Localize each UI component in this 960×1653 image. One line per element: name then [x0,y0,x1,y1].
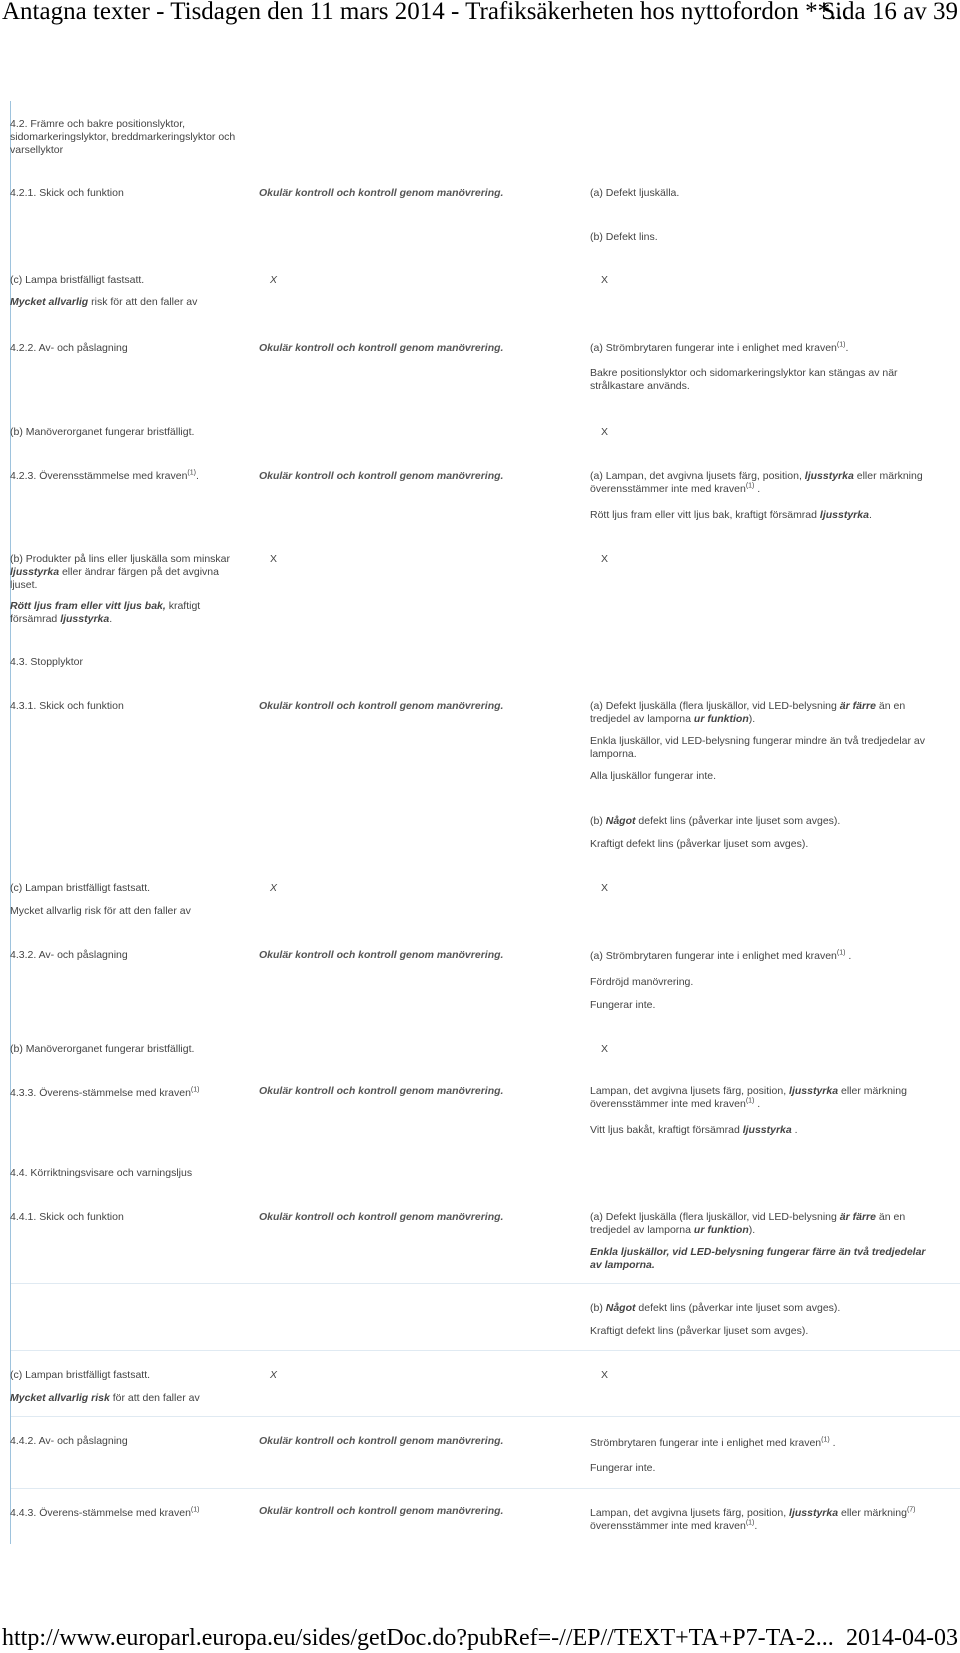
defect-text: (a) Lampan, det avgivna ljusets färg, position, ljusstyrka eller märkning överensstämmer inte med kraven$^{(1)}$ . [590,470,923,495]
defect-text: (c) Lampan bristfälligt fastsatt. [10,1369,151,1381]
print-footer [0,1625,960,1653]
severity-note: Mycket allvarlig risk för att den faller av [10,1392,200,1404]
defect-text: (b) Manöverorganet fungerar bristfälligt. [10,1043,195,1055]
mark-x: X [601,882,609,894]
defect-text: (b) Något defekt lins (påverkar inte ljuset som avges). [590,815,841,827]
print-header [0,0,960,30]
item-label: 4.4.2. Av- och påslagning [10,1435,128,1447]
section-heading: 4.3. Stopplyktor [10,656,83,668]
mark-x: X [601,1369,609,1381]
row-divider [11,1283,960,1284]
inspection-method: Okulär kontroll och kontroll genom manövrering. [259,1211,504,1223]
defect-text: Enkla ljuskällor, vid LED-belysning fungerar mindre än två tredjedelar av lamporna. [590,735,926,760]
inspection-method: Okulär kontroll och kontroll genom manövrering. [259,470,504,482]
item-label: 4.2.3. Överensstämmelse med kraven$^{(1)}$. [10,469,199,482]
defect-text: Kraftigt defekt lins (påverkar ljuset som avges). [590,1325,809,1337]
section-heading: 4.4. Körriktningsvisare och varningsljus [10,1167,193,1179]
defect-text: Lampan, det avgivna ljusets färg, position, ljusstyrka eller märkning överensstämmer inte med kraven$^{(1)}$ . [590,1085,907,1110]
item-label: 4.4.1. Skick och funktion [10,1211,124,1223]
item-label: 4.4.3. Överens-stämmelse med kraven$^{(1)}$ [10,1506,200,1519]
row-divider [11,1416,960,1417]
defect-text: Enkla ljuskällor, vid LED-belysning fungerar färre än två tredjedelar av lamporna. [590,1246,926,1271]
inspection-method: Okulär kontroll och kontroll genom manövrering. [259,949,504,961]
defect-text: (a) Defekt ljuskälla (flera ljuskällor, vid LED-belysning är färre än en tredjedel av lamporna ur funktion). [590,700,906,725]
mark-x: X [601,426,609,438]
defect-text: (a) Defekt ljuskälla. [590,187,680,199]
item-label: 4.3.2. Av- och påslagning [10,949,128,961]
row-divider [11,1488,960,1489]
defect-text: (a) Strömbrytaren fungerar inte i enlighet med kraven$^{(1)}$ . [590,949,852,962]
mark-x: X [270,274,278,286]
defect-text: Rött ljus fram eller vitt ljus bak, kraftigt försämrad ljusstyrka. [590,509,872,521]
mark-x: X [601,553,609,565]
item-label: 4.2.1. Skick och funktion [10,187,124,199]
defect-text: (b) Produkter på lins eller ljuskälla som minskar ljusstyrka eller ändrar färgen på det avgivna ljuset. [10,553,230,591]
inspection-method: Okulär kontroll och kontroll genom manövrering. [259,1435,504,1447]
defect-text: Bakre positionslyktor och sidomarkeringslyktor kan stängas av när strålkastare används. [590,367,898,392]
item-label: 4.3.1. Skick och funktion [10,700,124,712]
inspection-method: Okulär kontroll och kontroll genom manövrering. [259,342,504,354]
mark-x: X [270,1369,278,1381]
defect-text: Vitt ljus bakåt, kraftigt försämrad ljusstyrka . [590,1124,798,1136]
defect-text: Fungerar inte. [590,999,656,1011]
defect-text: Alla ljuskällor fungerar inte. [590,770,717,782]
defect-text: (a) Defekt ljuskälla (flera ljuskällor, vid LED-belysning är färre än en tredjedel av lamporna ur funktion). [590,1211,906,1236]
defect-text: (c) Lampa bristfälligt fastsatt. [10,274,145,286]
defect-text: Fördröjd manövrering. [590,976,694,988]
defect-text: (a) Strömbrytaren fungerar inte i enlighet med kraven$^{(1)}$. [590,341,849,354]
inspection-method: Okulär kontroll och kontroll genom manövrering. [259,1505,504,1517]
section-heading: 4.2. Främre och bakre positionslyktor, sidomarkeringslyktor, breddmarkeringslyktor och varsellyktor [10,118,236,156]
table-left-border [10,101,11,1544]
defect-text: Fungerar inte. [590,1462,656,1474]
inspection-method: Okulär kontroll och kontroll genom manövrering. [259,700,504,712]
document-title: Antagna texter - Tisdagen den 11 mars 2014 - Trafiksäkerheten hos nyttofordon **... [2,0,849,25]
defect-text: (b) Manöverorganet fungerar bristfälligt. [10,426,195,438]
defect-text: Kraftigt defekt lins (påverkar ljuset som avges). [590,838,809,850]
defect-text: (b) Defekt lins. [590,231,658,243]
defect-text: Strömbrytaren fungerar inte i enlighet med kraven$^{(1)}$ . [590,1436,836,1449]
inspection-method: Okulär kontroll och kontroll genom manövrering. [259,187,504,199]
defect-text: Lampan, det avgivna ljusets färg, position, ljusstyrka eller märkning$^{(7)}$ överensstämmer inte med kraven$^{(1)}$. [590,1506,916,1532]
mark-x: X [270,882,278,894]
inspection-method: Okulär kontroll och kontroll genom manövrering. [259,1085,504,1097]
severity-note: Rött ljus fram eller vitt ljus bak, kraftigt försämrad ljusstyrka. [10,600,201,625]
print-date: 2014-04-03 [846,1625,958,1651]
mark-x: X [601,1043,609,1055]
severity-note: Mycket allvarlig risk för att den faller av [10,296,198,308]
defect-text: (c) Lampan bristfälligt fastsatt. [10,882,151,894]
row-divider [11,1350,960,1351]
defect-text: (b) Något defekt lins (påverkar inte ljuset som avges). [590,1302,841,1314]
mark-x: X [270,553,278,565]
page-url: http://www.europarl.europa.eu/sides/getDoc.do?pubRef=-//EP//TEXT+TA+P7-TA-2... [2,1625,834,1651]
item-label: 4.3.3. Överens-stämmelse med kraven$^{(1)}$ [10,1086,200,1099]
severity-note: Mycket allvarlig risk för att den faller av [10,905,191,917]
mark-x: X [601,274,609,286]
page-indicator: Sida 16 av 39 [821,0,958,25]
item-label: 4.2.2. Av- och påslagning [10,342,128,354]
